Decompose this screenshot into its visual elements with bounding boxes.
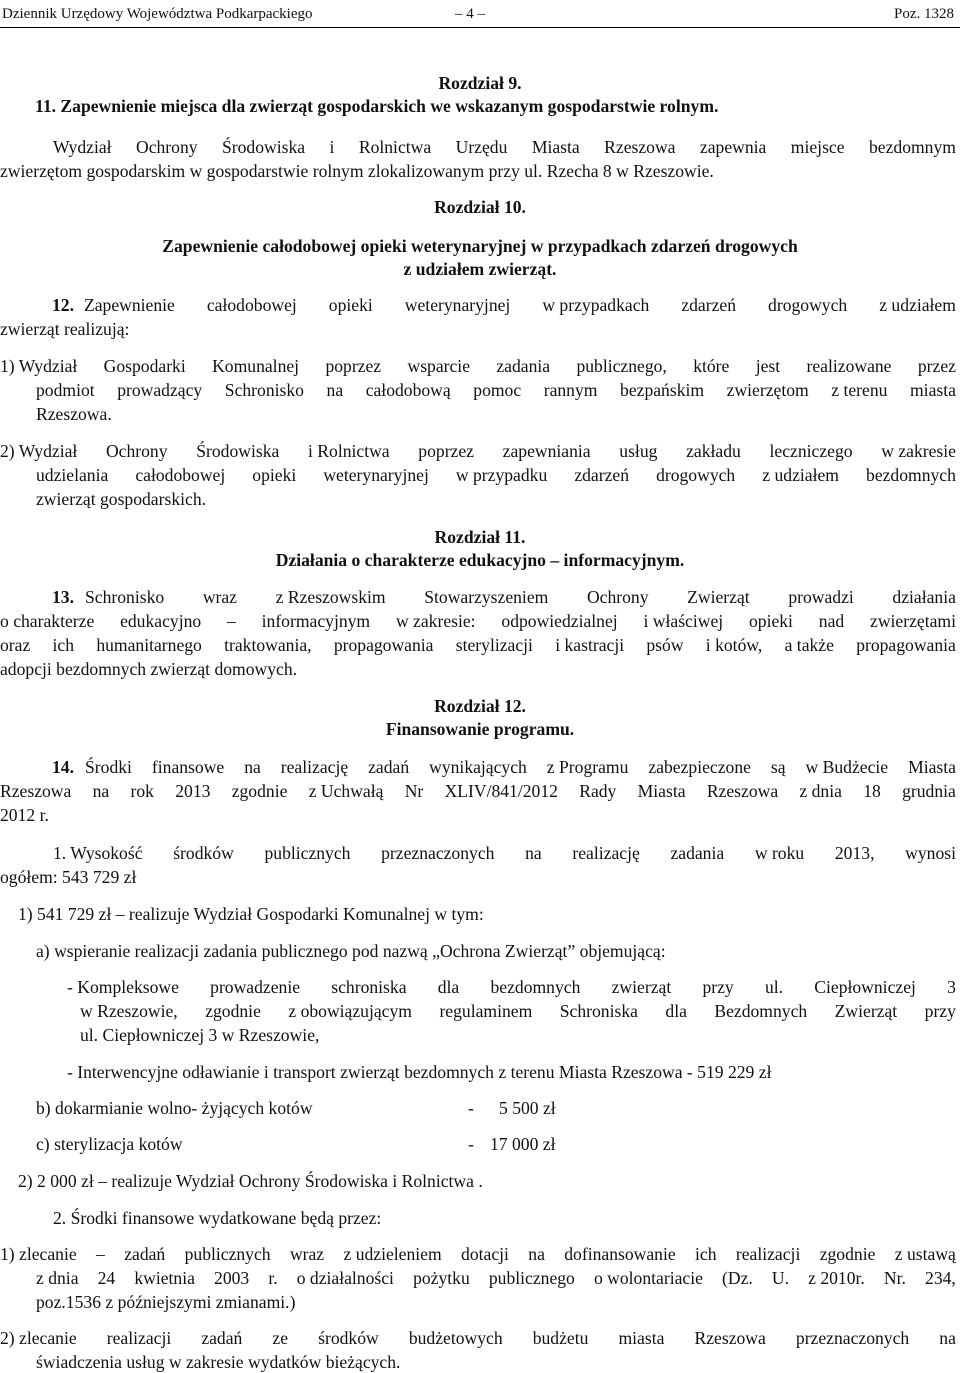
- word: na: [525, 843, 542, 863]
- word: 2003: [214, 1268, 250, 1288]
- word: poprzez: [325, 356, 382, 376]
- word: w Rzeszowie,: [80, 1001, 178, 1021]
- word: ich: [52, 635, 75, 655]
- word: Stowarzyszeniem: [424, 587, 549, 607]
- word: i właściwej: [643, 611, 724, 631]
- word: na: [244, 757, 261, 777]
- word: odpowiedzialnej: [501, 611, 618, 631]
- chapter-12-heading: Rozdział 12.: [434, 696, 526, 716]
- word: realizacji: [735, 1244, 801, 1264]
- word: rannym: [543, 380, 598, 400]
- word: dofinansowanie: [564, 1244, 676, 1264]
- word: schroniska: [331, 977, 407, 997]
- item-2-line1: [0, 440, 956, 462]
- word: Bezdomnych: [714, 1001, 808, 1021]
- word: przeznaczonych: [381, 843, 495, 863]
- word: które: [693, 356, 730, 376]
- word: 24: [97, 1268, 116, 1288]
- dash-item-1-line1: [67, 976, 956, 998]
- word: budżetu: [532, 1328, 589, 1348]
- word: udzielania: [36, 465, 109, 485]
- word: zwierząt: [611, 977, 672, 997]
- journal-title: Dziennik Urzędowy Województwa Podkarpackiego: [2, 6, 313, 22]
- word: humanitarnego: [96, 635, 202, 655]
- word: jest: [755, 356, 781, 376]
- word: pożytku: [413, 1268, 470, 1288]
- word: prowadzący: [117, 380, 203, 400]
- word: rok: [130, 781, 154, 801]
- word: przy: [702, 977, 734, 997]
- word: miasta: [910, 380, 956, 400]
- word: opieki: [328, 295, 373, 315]
- section-11-title: 11. Zapewnienie miejsca dla zwierząt gospodarskich we wskazanym gospodarstwie rolnym.: [35, 96, 719, 116]
- word: r.: [268, 1268, 278, 1288]
- word: ul.: [764, 977, 784, 997]
- word: całodobowej: [206, 295, 297, 315]
- chapter-12-title: Finansowanie programu.: [385, 719, 575, 739]
- word: zdarzeń: [681, 295, 737, 315]
- clause-1-line2: ogółem: 543 729 zł: [0, 867, 137, 887]
- word: budżetowych: [408, 1328, 503, 1348]
- word: bezdomnych: [866, 465, 956, 485]
- item-1-line3: Rzeszowa.: [36, 404, 112, 424]
- word: w roku: [754, 843, 805, 863]
- word: z udziałem: [762, 465, 839, 485]
- word: wsparcie: [407, 356, 471, 376]
- word: XLIV/841/2012: [444, 781, 558, 801]
- word: weterynaryjnej: [323, 465, 429, 485]
- word: zwierzętom: [726, 380, 809, 400]
- page-number: – 4 –: [455, 6, 485, 22]
- word: Urzędu: [455, 137, 508, 157]
- word: Ciepłowniczej: [814, 977, 916, 997]
- word: regulaminem: [439, 1001, 533, 1021]
- word: Schronisko: [85, 587, 165, 607]
- section-14-line3: 2012 r.: [0, 805, 49, 825]
- chapter-10-title-line2: z udziałem zwierząt.: [403, 259, 557, 279]
- word: leczniczego: [769, 441, 853, 461]
- word: publicznego,: [576, 356, 667, 376]
- word: informacyjnym: [261, 611, 371, 631]
- point-c-label: c) sterylizacja kotów: [36, 1134, 183, 1154]
- word: U.: [771, 1268, 790, 1288]
- word: wraz: [289, 1244, 325, 1264]
- word: zakładu: [686, 441, 741, 461]
- word: a także: [784, 635, 834, 655]
- word: z udzieleniem: [343, 1244, 442, 1264]
- word: w przypadkach: [542, 295, 650, 315]
- word: Ochrony: [586, 587, 649, 607]
- word: –: [96, 1244, 105, 1264]
- word: 1) zlecanie: [0, 1244, 77, 1264]
- word: 2) Wydział: [0, 441, 78, 461]
- word: działania: [892, 587, 956, 607]
- word: opieki: [748, 611, 793, 631]
- word: wraz: [202, 587, 237, 607]
- word: o działalności: [296, 1268, 394, 1288]
- chapter-11-title: Działania o charakterze edukacyjno – informacyjnym.: [275, 550, 685, 570]
- word: edukacyjno: [120, 611, 202, 631]
- word: z Rzeszowskim: [275, 587, 386, 607]
- point-b-label: b) dokarmianie wolno- żyjących kotów: [36, 1098, 313, 1118]
- word: grudnia: [902, 781, 956, 801]
- word: całodobowej: [135, 465, 226, 485]
- word: Środki: [85, 757, 132, 777]
- word: poprzez: [418, 441, 474, 461]
- word: oraz: [0, 635, 31, 655]
- word: Rady: [579, 781, 617, 801]
- word: środków: [173, 843, 234, 863]
- point-b-dash: -: [468, 1098, 474, 1118]
- word: Miasta: [908, 757, 956, 777]
- word: Zwierząt: [834, 1001, 898, 1021]
- word: bezpańskim: [620, 380, 705, 400]
- word: (Dz.: [722, 1268, 753, 1288]
- channel-2-line2: świadczenia usług w zakresie wydatków bieżących.: [36, 1352, 401, 1372]
- word: przez: [917, 356, 956, 376]
- channel-1-line3: poz.1536 z późniejszymi zmianami.): [36, 1292, 296, 1312]
- word: przeznaczonych: [795, 1328, 910, 1348]
- word: z terenu: [831, 380, 888, 400]
- word: wynikających: [429, 757, 527, 777]
- word: Rolnictwa: [358, 137, 432, 157]
- word: kwietnia: [134, 1268, 195, 1288]
- clause-1-line1: [53, 842, 956, 864]
- word: z dnia: [799, 781, 842, 801]
- word: drogowych: [656, 465, 736, 485]
- word: sterylizacji: [455, 635, 533, 655]
- word: miasta: [618, 1328, 665, 1348]
- word: Rzeszowa: [604, 137, 676, 157]
- word: usług: [619, 441, 658, 461]
- word: zgodnie: [819, 1244, 876, 1264]
- word: zadań: [124, 1244, 166, 1264]
- word: publicznego: [488, 1268, 575, 1288]
- word: w zakresie:: [395, 611, 476, 631]
- word: zadania: [670, 843, 725, 863]
- word: na: [528, 1244, 545, 1264]
- word: środków: [318, 1328, 379, 1348]
- word: Rzeszowa: [0, 781, 72, 801]
- word: 1) Wydział: [0, 356, 78, 376]
- word: pomoc: [473, 380, 522, 400]
- word: psów: [646, 635, 684, 655]
- dash-item-2: - Interwencyjne odławianie i transport zwierząt bezdomnych z terenu Miasta Rzeszowa - 519 229 zł: [67, 1062, 772, 1082]
- word: zadań: [201, 1328, 243, 1348]
- word: i Rolnictwa: [308, 441, 390, 461]
- word: weterynaryjnej: [404, 295, 511, 315]
- word: z udziałem: [879, 295, 956, 315]
- section-13-line4: adopcji bezdomnych zwierząt domowych.: [0, 659, 298, 679]
- word: Rzeszowa: [694, 1328, 766, 1348]
- word: Schroniska: [559, 1001, 638, 1021]
- word: na: [326, 380, 344, 400]
- word: Zapewnienie: [84, 295, 175, 315]
- channel-1-line2: [36, 1267, 956, 1289]
- word: publicznych: [184, 1244, 271, 1264]
- channel-2-line1: [0, 1327, 956, 1349]
- chapter-11-heading: Rozdział 11.: [434, 527, 526, 547]
- word: Nr.: [883, 1268, 906, 1288]
- word: zadania: [496, 356, 551, 376]
- word: Ochrony: [105, 441, 168, 461]
- point-b-amount: 5 500 zł: [499, 1098, 556, 1118]
- ch9-para-line2: zwierzętom gospodarskim w gospodarstwie rolnym zlokalizowanym przy ul. Rzecha 8 w Rzeszowie.: [0, 161, 714, 181]
- word: w Budżecie: [805, 757, 889, 777]
- section-13-line1: [85, 586, 956, 608]
- word: z obowiązującym: [288, 1001, 412, 1021]
- word: realizację: [280, 757, 349, 777]
- word: przy: [924, 1001, 956, 1021]
- word: finansowe: [151, 757, 225, 777]
- word: 18: [863, 781, 881, 801]
- word: o charakterze: [0, 611, 95, 631]
- chapter-9-heading: Rozdział 9.: [438, 73, 522, 93]
- word: –: [227, 611, 236, 631]
- section-13-line2: [0, 610, 956, 632]
- word: zapewniania: [502, 441, 591, 461]
- word: Środowiska: [196, 441, 280, 461]
- word: z ustawą: [894, 1244, 956, 1264]
- word: 2013: [175, 781, 211, 801]
- point-c-amount: 17 000 zł: [490, 1134, 556, 1154]
- word: podmiot: [36, 380, 95, 400]
- word: miejsce: [790, 137, 845, 157]
- item-1-line2: [36, 379, 956, 401]
- word: w przypadku: [455, 465, 548, 485]
- word: drogowych: [768, 295, 848, 315]
- word: ich: [695, 1244, 717, 1264]
- item-1-line1: [0, 355, 956, 377]
- word: propagowania: [856, 635, 956, 655]
- word: 2) zlecanie: [0, 1328, 77, 1348]
- position-number: Poz. 1328: [894, 6, 954, 22]
- ch9-para-line1: [53, 136, 956, 158]
- section-14-line2: [0, 780, 956, 802]
- word: zgodnie: [205, 1001, 261, 1021]
- page-header: [0, 6, 960, 28]
- word: i: [329, 137, 335, 157]
- word: zgodnie: [231, 781, 288, 801]
- word: 3: [947, 977, 956, 997]
- word: nad: [818, 611, 845, 631]
- word: na: [939, 1328, 956, 1348]
- chapter-10-heading: Rozdział 10.: [434, 197, 526, 217]
- word: z 2010r.: [808, 1268, 865, 1288]
- word: 234,: [925, 1268, 956, 1288]
- word: realizację: [572, 843, 640, 863]
- word: Środowiska: [221, 137, 306, 157]
- section-14-line1: [85, 756, 956, 778]
- word: zapewnia: [699, 137, 767, 157]
- word: w zakresie: [881, 441, 956, 461]
- word: Komunalnej: [212, 356, 300, 376]
- word: wynosi: [905, 843, 956, 863]
- section-13-number: 13.: [52, 587, 74, 607]
- item-2-line3: zwierząt gospodarskich.: [36, 489, 207, 509]
- word: z Uchwałą: [308, 781, 384, 801]
- point-c-dash: -: [468, 1134, 474, 1154]
- point-1: 1) 541 729 zł – realizuje Wydział Gospodarki Komunalnej w tym:: [18, 904, 484, 924]
- word: Miasta: [531, 137, 580, 157]
- section-14-number: 14.: [52, 757, 74, 777]
- word: - Kompleksowe: [67, 977, 179, 997]
- dash-item-1-line2: [80, 1000, 956, 1022]
- word: zdarzeń: [574, 465, 630, 485]
- point-2: 2) 2 000 zł – realizuje Wydział Ochrony Środowiska i Rolnictwa .: [18, 1171, 483, 1191]
- word: bezdomnym: [868, 137, 956, 157]
- word: są: [770, 757, 786, 777]
- word: Zwierząt: [687, 587, 750, 607]
- chapter-10-title-line1: Zapewnienie całodobowej opieki weterynaryjnej w przypadkach zdarzeń drogowych: [162, 236, 798, 256]
- word: Nr: [404, 781, 424, 801]
- word: zabezpieczone: [648, 757, 751, 777]
- word: prowadzi: [788, 587, 854, 607]
- word: propagowania: [333, 635, 434, 655]
- dash-item-1-line3: ul. Ciepłowniczej 3 w Rzeszowie,: [80, 1025, 320, 1045]
- section-12-intro-line1: [84, 294, 956, 316]
- word: Gospodarki: [103, 356, 186, 376]
- word: o wolontariacie: [593, 1268, 703, 1288]
- clause-2: 2. Środki finansowe wydatkowane będą przez:: [53, 1208, 382, 1228]
- word: dla: [437, 977, 460, 997]
- word: zadań: [368, 757, 410, 777]
- word: realizacji: [106, 1328, 172, 1348]
- item-2-line2: [36, 464, 956, 486]
- word: i kastracji: [555, 635, 625, 655]
- word: prowadzenie: [210, 977, 301, 997]
- section-12-number: 12.: [52, 295, 74, 315]
- word: z dnia: [36, 1268, 79, 1288]
- word: realizowane: [806, 356, 892, 376]
- point-a: a) wspieranie realizacji zadania publicznego pod nazwą „Ochrona Zwierząt” objemującą:: [36, 941, 666, 961]
- word: Ochrony: [135, 137, 198, 157]
- word: dotacji: [461, 1244, 509, 1264]
- word: z Programu: [546, 757, 629, 777]
- section-13-line3: [0, 634, 956, 656]
- word: dla: [665, 1001, 687, 1021]
- word: Schronisko: [224, 380, 304, 400]
- word: zwierzętami: [870, 611, 956, 631]
- word: Miasta: [637, 781, 686, 801]
- word: publicznych: [264, 843, 351, 863]
- channel-1-line1: [0, 1243, 956, 1265]
- word: całodobową: [365, 380, 451, 400]
- word: i kotów,: [705, 635, 763, 655]
- word: Rzeszowa: [706, 781, 779, 801]
- word: ze: [272, 1328, 289, 1348]
- word: traktowania,: [224, 635, 312, 655]
- word: 2013,: [834, 843, 875, 863]
- word: 1. Wysokość: [53, 843, 143, 863]
- word: bezdomnych: [490, 977, 581, 997]
- section-12-intro-line2: zwierząt realizują:: [0, 319, 130, 339]
- word: opieki: [252, 465, 297, 485]
- word: Wydział: [53, 137, 112, 157]
- header-rule: [0, 27, 960, 28]
- word: na: [92, 781, 110, 801]
